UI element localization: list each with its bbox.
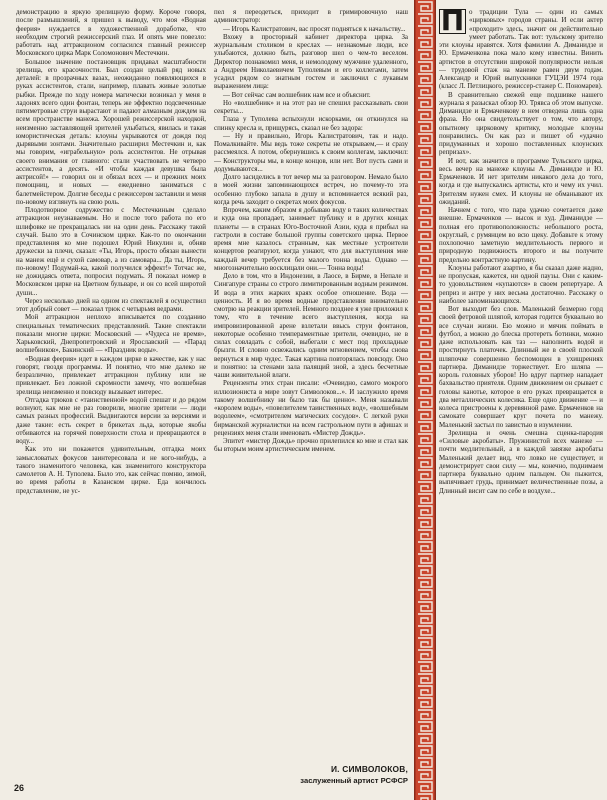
paragraph: Как это ни покажется удивительным, отгадка моих замысловатых фокусов заинтересовала и не кого-нибудь, а такого знаменитого человека, как знаменитого конструктора самолетов А. Н. Туполева. Было это, как сейчас помню, зимой, во время работы в Казанском цирке. Еда кончилось представление, не ус-	[16, 445, 206, 495]
paragraph: Долго засиделись в тот вечер мы за разговором. Немало было в моей жизни запоминающихся встреч, но почему-то эта особенно глубоко запала в душу и вспоминается всякий раз, когда речь заходит о секретах моих фокусов.	[214, 173, 408, 206]
paragraph: Вхожу в просторный кабинет директора цирка. За журнальным столиком в креслах — незнакомые люди, все улыбаются, должно быть, разговор шел о чем-то веселом. Директор познакомил меня, и немолодому мужчине удаленного, а Андреем Николаевичем Туполевым и его коллегами, затем усадил рядом со знатным гостем и заключил с лукавым выражением лица:	[214, 32, 408, 91]
paragraph: пел я переодеться, приходит в гримировочную наш администратор:	[214, 8, 408, 25]
paragraph: — Ну и правильно, Игорь Калистратович, так и надо. Помалкивайте. Мы ведь тоже секреты не открываем,— и сразу рассмеялся. А потом, обернувшись к своим коллегам, заключил:— Конструкторы мы, в конце концов, или нет. Вот пусть сами и додумываются...	[214, 131, 408, 173]
paragraph: Начнем с того, что пара удачно сочетается даже внешне. Ермаченков — высок и худ. Диманидзе — полная его противоположность: небольшого роста, округлый, с румянцем во всю щеку. Добавьте к этому похлопочно заметную медлительность первого и природную подвижность второго и вы получите предельно контрастную картину.	[439, 206, 603, 264]
paragraph: Глаза у Туполева вспыхнули искорками, он откинулся на спинку кресла и, прищурясь, сказал не без задора:	[214, 115, 408, 132]
drop-cap-letter: П	[440, 8, 465, 37]
paragraph: И вот, как значится в программе Тульского цирка, весь вечер на манеже клоуны А. Диманидзе и Ю. Ермаченков. И нет зрителям никакого дела до того, когда и где выпускались артисты, кто и чему их учил. Зрителям нужен смех. И клоуны не обманывают их ожиданий.	[439, 156, 603, 206]
paragraph: Впрочем, каким образом я добываю воду в таких количествах и куда она пропадает, занимает публику и в других концах планеты — в странах Юго-Восточной Азии, куда я прибыл на гастроли в составе большой группы советского цирка. Первое время мне казалось странным, как местные устроители концертов реагируют, когда узнают, что для выступления мне каждый вечер требуется без малого тонна воды. Однако — многозначительно восклицали они.— Тонна воды!	[214, 206, 408, 272]
article-column-right	[439, 8, 603, 791]
article-column-left	[16, 8, 206, 780]
paragraph: Рецензенты этих стран писали: «Очевидно, самого мокрого иллюзиониста в мире зовут Символоков...». И заслужило время такому волшебнику ни было так бы ценно». Меня называли «королем воды», «повелителем таинственных вод», «волшебным водолеем», «смотрителем магических сосудов». С легкой руки бирманской журналистки на всем гастрольном пути в афишах и рецензиях меня стали именовать «Мистер Дождь».	[214, 379, 408, 437]
paragraph: демонстрацию в яркую зрелищную форму. Короче говоря, после размышлений, я пришел к выводу, что моя «Водная феерия» нуждается в художественной доработке, что необходим строгий режиссерский глаз. И опять мне повезло: работать над аттракционом согласился главный режиссер Московского цирка Марк Соломонович Местечкин.	[16, 8, 206, 58]
paragraph: Мой аттракцион неплохо вписывается по созданию специальных тематических представлений. Такие спектакли показали многие цирки: Московский — «Чудеса не время», Харьковский, Днепропетровский и Ярославский — «Парад волшебников», Бакинский — «Праздник воды».	[16, 313, 206, 355]
paragraph: Вот выходит без слов. Маленький безмерно горд своей фетровой шляпой, которая годится буквально во все случаи жизни. Ею можно и мячик поймать в футбол, а можно до блеска протереть ботинки, можно даже использовать как таз — наполнить водой и простирнуть платочек. Длинный же в своей плоской шляпочке совершенно беспомощен в ухищрениях партнера. Диманидзе торжествует. Его шляпа — король головных уборов! Но вдруг партнер нападает бахвальство приятеля. Одним движением он срывает с головы канотье, которое в его руках превращается в два металлических колесика. Еще одно движение — и колеса пристроены к деревянной раме. Ермаченков на самокате совершает круг почета по манежу. Маленький застыл по завистью в изумлении.	[439, 305, 603, 429]
paragraph: Эпитет «мистер Дождь» прочно прилепился ко мне и стал как бы вторым моим артистическим именем.	[214, 437, 408, 454]
paragraph: Зрелищна и очень смешна сценка-пародия «Силовые акробаты». Пружинистой всех манеже — почти медлительный, а в каждой завязке акробаты Маленький делает вид, что ловко не существует, и демонстрирует свои силу — мы, конечно, поднимаем партнера буквально одним пальцем. Он пыжится, выпячивает грудь, принимает величественные позы, а Длинный висит сам по себе в воздухе...	[439, 428, 603, 495]
author-signature	[258, 764, 408, 786]
paragraph: Дело в том, что в Индонезии, в Лаосе, в Бирме, в Непале и Сингапуре страны со строго лимитированным водным режимом. И вода в этих жарких краях особое отношение. Вода — ценность. И я во время водные представления внимательно смотрю на реакции зрителей. Немного позднее я уже приложил к тому, что в течение всего выступления, когда на импровизированной арене взлетали ввысь струи фонтанов, некоторые особенно темпераментные зрители, очевидно, не в силах совладать с собой, выбегали с мест под прохладные брызги. И словно освежались одним мгновением, чтобы снова вернуться в мир чудес. Такая картина повторялась повсюду. Оно и понятно: за стенами зала палящий зной, а здесь бесчетные чаши живительной влаги.	[214, 272, 408, 379]
paragraph: Отгадка трюков с «таинственной» водой спешат и до рядом волнуют, как мне не раз говорили, многие зрители — люди самых разных профессий. Выдвигаются версии за версиями и даже такие: есть секрет в брикетах льда, которые якобы отбиваются на горячей поверхности стола и превращаются в воду...	[16, 395, 206, 445]
paragraph: В сравнительно свежей еще подшивке нашего журнала я разыскал обзор Ю. Трявса об этом выпуске. Диманидзе и Ермаченкову в нем отведена лишь одна фраза. Но она свидетельствует о том, что автору, опытному цирковому критику, молодые клоуны понравились. Он как раз и пишет об «удачно придуманных и хорошо поставленных клоунских репризах».	[439, 90, 603, 157]
paragraph: — Игорь Калистратович, вас просят подняться к начальству...	[223, 24, 406, 33]
paragraph: «Водная феерия» идет в каждом цирке в качестве, как у нас говорят, гвоздя программы. И понятно, что мне далеко не безразлично, привлекает аттракцион публику или не привлекает. Без ложной скромности замечу, что волшебная зрелища неизменно и повсюду вызывает интерес.	[16, 354, 206, 396]
paragraph: Большое значение постановщик придавал масштабности зрелища, его красочности. Был создан целый ряд новых деталей: в прозрачных вазах, неожиданно появляющихся в руках ассистентов, стали, например, плавать живые золотые рыбки. Прежде по ходу номера магически возникал у меня в ладонях всего один фонтан, теперь же эффектно подсвеченные пятиметровые струи вырастают и падают алмазным дождем на всем пространстве манежа. Хорошей режиссерской находкой, неизменно заставляющей зрителей улыбаться, явилась и такая юмористическая деталь: клоуны укрываются от дождя под дырявыми зонтами. Значительно расширил Местечкин и, как мы говорим, «играбельную» роль ассистентов. Не отрывая своего внимания от главного: стали участвовать не четверо ассистентов, а десять. «И чтобы каждая девушка была актрисой!» — говорил он и обязал всех — и прежних моих помощниц, и новых — ежедневно заниматься с балетмейстером. Долгие беседы с режиссером заставили и меня по-новому взглянуть на свою роль.	[16, 57, 206, 206]
paragraph: Через несколько дней на одном из спектаклей я осуществил этот добрый совет — показал трюк с четырьмя ведрами.	[16, 296, 206, 313]
paragraph: Плодотворное содружество с Местечкиным сделало аттракцион неузнаваемым. Но и после того работа по его шлифовке не прекращалась ни на один день. Расскажу такой случай. Было это в Сочинском цирке. Как-то по окончании представления ко мне подошел Юрий Никулин и, обняв дружески за плечи, сказал: «Ты, Игорь, просто обязан вынести на манеж ещё и сухой самовар, а из самовара... Да ты, Игорь, по-новому! Подумай-ка, какой получился эффект!» Тотчас же, не дожидаясь ответа, попросил подумать. Я показал номер в Московском цирке на Цветном бульваре, и он со всей широтой души...	[16, 206, 206, 297]
drop-cap	[439, 8, 466, 37]
author-title: заслуженный артист РСФСР	[300, 776, 408, 785]
greek-key-border	[414, 0, 436, 800]
paragraph: Клоуны работают азартно, я бы сказал даже жадно, не пропуская, кажется, ни одной паузы. Они с каким-то удовольствием «купаются» в своем репертуаре. А реприз и антре у них весьма достаточно. Расскажу о наиболее запоминающихся.	[439, 263, 603, 305]
paragraph: Но «волшебник» и на этот раз не спешил рассказывать свои секреты...	[214, 98, 408, 115]
paragraph: — Вот сейчас сам волшебник нам все и объяснит.	[223, 90, 371, 99]
author-name: И. СИМВОЛОКОВ,	[330, 764, 408, 774]
article-column-middle	[214, 8, 408, 766]
paragraph: о традиции Тула — один из самых «цирковых» городов страны. И если актер «проходит» здесь, значит он действительно умеет работать. Так вот: тульскому зрителю эти клоуны нравятся. Хотя фамилии А. Диманидзе и Ю. Ермаченкова пока мало кому известны. Винить артистов в отсутствии широкой популярности нельзя — трудовой стаж на манеже равен двум годам. Александр и Юрий выпускники ГУЦЭИ 1974 года (класс Л. Петлицкого, режиссер-стажер С. Пономарев).	[439, 8, 603, 91]
page-number: 26	[14, 783, 25, 793]
